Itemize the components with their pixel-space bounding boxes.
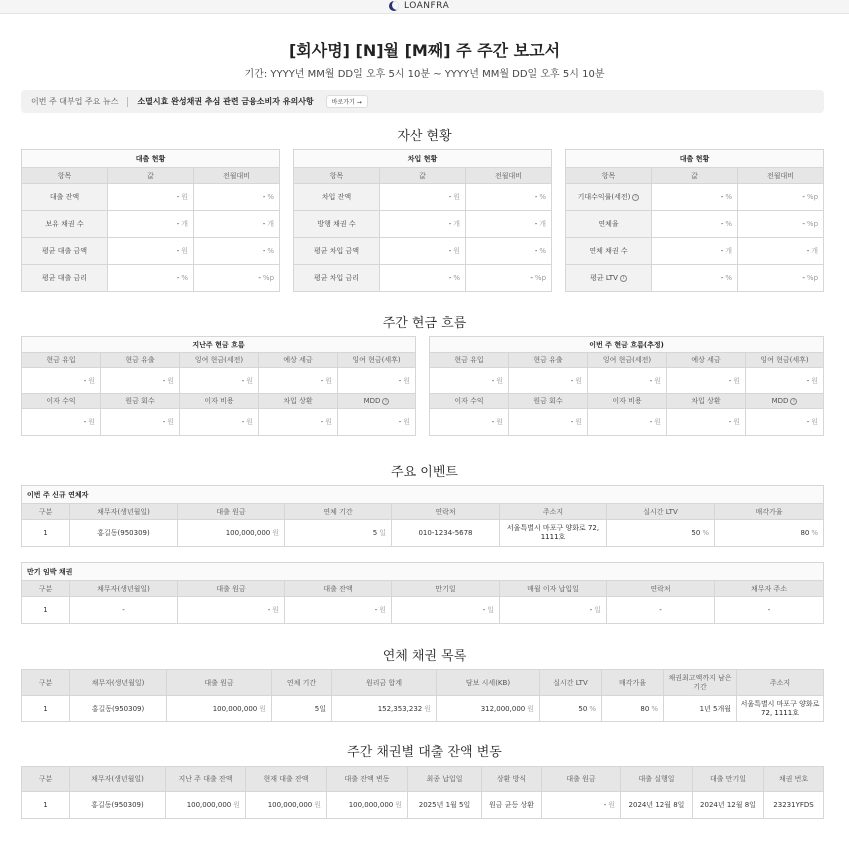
ltv-cell: 50 %: [607, 520, 715, 547]
row-number: 1: [22, 792, 70, 819]
column-header: 항목: [22, 168, 108, 184]
last-paid-cell: 2025년 1월 5일: [408, 792, 482, 819]
value-cell: - 원: [338, 368, 416, 394]
column-header: 최종 납입일: [408, 767, 482, 792]
news-label: 이번 주 대부업 주요 뉴스: [31, 97, 119, 106]
row-label: 보유 채권 수: [22, 211, 108, 238]
column-header: 연체 기간: [285, 504, 392, 520]
row-label: 평균 대출 금액: [22, 238, 108, 265]
column-header: 채무자(생년월일): [70, 670, 167, 696]
column-header: 원리금 합계: [332, 670, 437, 696]
change-cell: - %: [194, 184, 280, 211]
asset-table-loan: [21, 149, 280, 292]
sale-rate-cell: 80 %: [715, 520, 824, 547]
value-cell: - 원: [180, 409, 259, 436]
column-header: 주소지: [737, 670, 824, 696]
new-overdue-table: [21, 485, 824, 547]
maturity-table: [21, 562, 824, 624]
column-header: 잉여 현금(세후): [746, 353, 824, 368]
asset-table-performance: [565, 149, 824, 292]
section-title-cashflow: 주간 현금 흐름: [382, 316, 467, 331]
value-cell: - %: [652, 265, 738, 292]
table-caption: 대출 현황: [22, 150, 280, 168]
value-cell: - %: [380, 265, 466, 292]
value-cell: - 원: [509, 368, 588, 394]
column-header: 구분: [22, 670, 70, 696]
section-title-events: 주요 이벤트: [391, 465, 458, 480]
table-row[interactable]: [22, 792, 824, 819]
table-row[interactable]: [22, 597, 824, 624]
period-cell: 5 일: [285, 520, 392, 547]
change-cell: - %p: [194, 265, 280, 292]
column-header: 대출 원금: [178, 581, 285, 597]
column-header: 이자 비용: [588, 394, 667, 409]
column-header: 만기일: [392, 581, 500, 597]
column-header: 대출 원금: [167, 670, 272, 696]
value-cell: - 원: [430, 409, 509, 436]
section-title-balance: 주간 채권별 대출 잔액 변동: [347, 745, 502, 760]
brand-logo[interactable]: [389, 0, 449, 12]
value-cell: - 원: [588, 409, 667, 436]
change-cell: - 개: [738, 238, 824, 265]
section-title-assets: 자산 현황: [397, 129, 452, 144]
column-header: 잉여 현금(세전): [588, 353, 667, 368]
address-cell: -: [715, 597, 824, 624]
change-cell: - %: [194, 238, 280, 265]
column-header: 항목: [566, 168, 652, 184]
table-caption: 대출 현황: [566, 150, 824, 168]
collateral-cell: 312,000,000 원: [437, 696, 540, 722]
value-cell: - 원: [509, 409, 588, 436]
row-label: 평균 LTV i: [566, 265, 652, 292]
value-cell: - 원: [746, 368, 824, 394]
address-cell: 서울특별시 마포구 양화로 72, 1111호: [737, 696, 824, 722]
column-header: 지난 주 대출 잔액: [166, 767, 246, 792]
column-header: 현금 유입: [22, 353, 101, 368]
value-cell: - %: [652, 211, 738, 238]
report-period: 기간: YYYY년 MM월 DD일 오후 5시 10분 ~ YYYY년 MM월 DD일 오후 5시 10분: [244, 69, 605, 80]
table-row[interactable]: [22, 520, 824, 547]
row-label: 대출 잔액: [22, 184, 108, 211]
row-label: 연체율: [566, 211, 652, 238]
principal-cell: 100,000,000 원: [167, 696, 272, 722]
value-cell: - 개: [380, 211, 466, 238]
column-header: 구분: [22, 504, 70, 520]
column-header: 값: [652, 168, 738, 184]
column-header: 실시간 LTV: [607, 504, 715, 520]
top-bar: [0, 0, 849, 14]
column-header: 매각가율: [602, 670, 664, 696]
column-header: 원금 회수: [509, 394, 588, 409]
row-label: 연체 채권 수: [566, 238, 652, 265]
column-header: 전월대비: [194, 168, 280, 184]
row-label: 차입 잔액: [294, 184, 380, 211]
column-header: 대출 원금: [178, 504, 285, 520]
value-cell: - 원: [338, 409, 416, 436]
value-cell: - 원: [101, 368, 180, 394]
change-cell: - %p: [738, 211, 824, 238]
column-header: 예상 세금: [259, 353, 338, 368]
column-header: 항목: [294, 168, 380, 184]
value-cell: - 개: [108, 211, 194, 238]
table-caption: 지난주 현금 흐름: [22, 337, 416, 353]
principal-cell: - 원: [542, 792, 621, 819]
phone-cell: -: [607, 597, 715, 624]
change-cell: - %p: [738, 265, 824, 292]
column-header: 전월대비: [738, 168, 824, 184]
remaining-cell: 1년 5개월: [664, 696, 737, 722]
column-header: 매각가율: [715, 504, 824, 520]
current-balance-cell: 100,000,000 원: [246, 792, 327, 819]
report-title: [회사명] [N]월 [M째] 주 주간 보고서: [288, 41, 561, 60]
column-header: 주소지: [500, 504, 607, 520]
change-cell: - %p: [466, 265, 552, 292]
method-cell: 원금 균등 상환: [482, 792, 542, 819]
news-divider: [127, 97, 128, 107]
column-header: 값: [380, 168, 466, 184]
bond-number-cell: 23231YFDS: [764, 792, 824, 819]
column-header: 대출 잔액 변동: [327, 767, 408, 792]
value-cell: - 원: [180, 368, 259, 394]
value-cell: - 원: [380, 238, 466, 265]
column-header: 현금 유출: [509, 353, 588, 368]
info-icon[interactable]: i: [382, 398, 389, 405]
row-number: 1: [22, 520, 70, 547]
column-header: 구분: [22, 767, 70, 792]
column-header: 담보 시세(KB): [437, 670, 540, 696]
column-header: 채무자 주소: [715, 581, 824, 597]
overdue-list-table: [21, 669, 824, 722]
column-header: 대출 원금: [542, 767, 621, 792]
column-header: 이자 비용: [180, 394, 259, 409]
ltv-cell: 50 %: [540, 696, 602, 722]
column-header: 대출 잔액: [285, 581, 392, 597]
row-number: 1: [22, 597, 70, 624]
column-header: 연락처: [607, 581, 715, 597]
pay-day-cell: - 일: [500, 597, 607, 624]
table-caption: 차입 현황: [294, 150, 552, 168]
due-date-cell: - 일: [392, 597, 500, 624]
value-cell: - 원: [667, 368, 746, 394]
debtor-cell: 홍길동(950309): [70, 792, 166, 819]
column-header: 매월 이자 납입일: [500, 581, 607, 597]
column-header: 이자 수익: [430, 394, 509, 409]
value-cell: - 원: [588, 368, 667, 394]
column-header: 차입 상환: [259, 394, 338, 409]
change-cell: - %: [466, 238, 552, 265]
column-header: 연락처: [392, 504, 500, 520]
column-header: 채권 번호: [764, 767, 824, 792]
balance-change-cell: 100,000,000 원: [327, 792, 408, 819]
value-cell: - 원: [22, 409, 101, 436]
column-header: 채권최고액까지 남은 기간: [664, 670, 737, 696]
asset-table-borrowing: [293, 149, 552, 292]
news-go-button[interactable]: 바로가기 →: [326, 95, 368, 108]
column-header: 잉여 현금(세후): [338, 353, 416, 368]
value-cell: - 원: [430, 368, 509, 394]
value-cell: - 원: [667, 409, 746, 436]
column-header: 전월대비: [466, 168, 552, 184]
column-header: 채무자(생년월일): [70, 504, 178, 520]
value-cell: - 원: [259, 368, 338, 394]
row-label: 평균 차입 금리: [294, 265, 380, 292]
row-label: 평균 차입 금액: [294, 238, 380, 265]
balance-cell: - 원: [285, 597, 392, 624]
phone-cell: 010-1234-5678: [392, 520, 500, 547]
value-cell: - 개: [652, 238, 738, 265]
debtor-cell: 홍길동(950309): [70, 520, 178, 547]
row-label: 방행 채권 수: [294, 211, 380, 238]
exec-date-cell: 2024년 12월 8일: [621, 792, 693, 819]
cashflow-table-this-week: [429, 336, 824, 436]
value-cell: - 원: [22, 368, 101, 394]
row-label: 기대수익률(세전) i: [566, 184, 652, 211]
address-cell: 서울특별시 마포구 양화로 72, 1111호: [500, 520, 607, 547]
news-headline[interactable]: 소멸시효 완성채권 추심 관련 금융소비자 유의사항: [137, 97, 314, 106]
column-header: 대출 만기일: [693, 767, 764, 792]
value-cell: - 원: [108, 184, 194, 211]
principal-cell: 100,000,000 원: [178, 520, 285, 547]
section-title-overdue: 연체 채권 목록: [382, 649, 467, 664]
column-header: 현금 유입: [430, 353, 509, 368]
row-label: 평균 대출 금리: [22, 265, 108, 292]
table-caption: 만기 임박 채권: [22, 563, 824, 581]
column-header: 연체 기간: [272, 670, 332, 696]
column-header: 채무자(생년월일): [70, 581, 178, 597]
column-header: 값: [108, 168, 194, 184]
info-icon[interactable]: i: [620, 275, 627, 282]
change-cell: - %: [466, 184, 552, 211]
column-header: 채무자(생년월일): [70, 767, 166, 792]
value-cell: - 원: [380, 184, 466, 211]
value-cell: - %: [652, 184, 738, 211]
value-cell: - 원: [259, 409, 338, 436]
period-cell: 5일: [272, 696, 332, 722]
loanfra-logo-icon: [389, 1, 399, 11]
column-header: 현재 대출 잔액: [246, 767, 327, 792]
column-header: MDD i: [338, 394, 416, 409]
value-cell: - 원: [101, 409, 180, 436]
column-header: 예상 세금: [667, 353, 746, 368]
table-row[interactable]: [22, 696, 824, 722]
column-header: 이자 수익: [22, 394, 101, 409]
value-cell: - 원: [108, 238, 194, 265]
column-header: 차입 상환: [667, 394, 746, 409]
cashflow-table-last-week: [21, 336, 416, 436]
table-caption: 이번 주 신규 연체자: [22, 486, 824, 504]
total-cell: 152,353,232 원: [332, 696, 437, 722]
last-balance-cell: 100,000,000 원: [166, 792, 246, 819]
info-icon[interactable]: i: [790, 398, 797, 405]
due-date-cell: 2024년 12월 8일: [693, 792, 764, 819]
news-bar: [21, 90, 824, 113]
info-icon[interactable]: i: [632, 194, 639, 201]
column-header: 원금 회수: [101, 394, 180, 409]
change-cell: - %p: [738, 184, 824, 211]
column-header: 대출 실행일: [621, 767, 693, 792]
column-header: 실시간 LTV: [540, 670, 602, 696]
column-header: MDD i: [746, 394, 824, 409]
sale-rate-cell: 80 %: [602, 696, 664, 722]
debtor-cell: -: [70, 597, 178, 624]
column-header: 구분: [22, 581, 70, 597]
column-header: 현금 유출: [101, 353, 180, 368]
debtor-cell: 홍길동(950309): [70, 696, 167, 722]
balance-change-table: [21, 766, 824, 819]
value-cell: - %: [108, 265, 194, 292]
change-cell: - 개: [466, 211, 552, 238]
column-header: 잉여 현금(세전): [180, 353, 259, 368]
brand-name: LOANFRA: [404, 1, 450, 11]
change-cell: - 개: [194, 211, 280, 238]
column-header: 상환 방식: [482, 767, 542, 792]
value-cell: - 원: [746, 409, 824, 436]
row-number: 1: [22, 696, 70, 722]
table-caption: 이번 주 현금 흐름(추정): [430, 337, 824, 353]
principal-cell: - 원: [178, 597, 285, 624]
